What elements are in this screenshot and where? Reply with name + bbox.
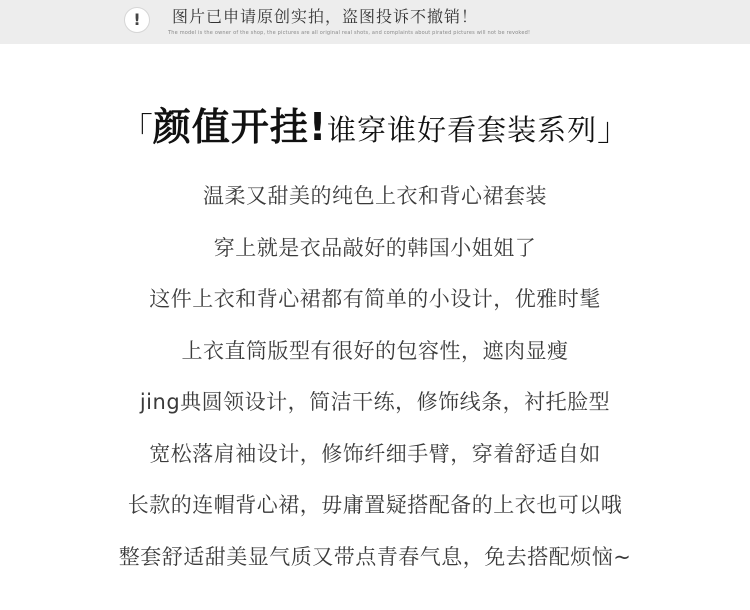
copyright-notice-subtext: The model is the owner of the shop, the pictures are all original real shots, and complaints about pirated pictures will not be revoked!: [168, 30, 531, 36]
description-line: 宽松落肩袖设计，修饰纤细手臂，穿着舒适自如: [149, 441, 601, 466]
copyright-notice-text: 图片已申请原创实拍，盗图投诉不撤销！: [172, 7, 479, 26]
product-description-list: [0, 181, 750, 593]
description-line: 整套舒适甜美显气质又带点青春气息，免去搭配烦恼~: [118, 544, 632, 569]
description-line: 长款的连帽背心裙，毋庸置疑搭配备的上衣也可以哦: [127, 493, 623, 517]
description-line: jing典圆领设计，简洁干练，修饰线条，衬托脸型: [139, 390, 611, 414]
description-line: 穿上就是衣品敲好的韩国小姐姐了: [213, 235, 537, 260]
description-line: 上衣直筒版型有很好的包容性，遮肉显瘦: [181, 338, 569, 363]
title-close-bracket: 」: [597, 110, 630, 148]
title-highlight: 颜值开挂!: [152, 105, 328, 149]
title-open-bracket: 「: [120, 110, 153, 148]
copyright-notice-bar: [0, 0, 750, 44]
title-series-name: 谁穿谁好看套装系列: [327, 113, 598, 147]
description-line: 温柔又甜美的纯色上衣和背心裙套装: [203, 184, 547, 208]
page-title: [0, 96, 750, 152]
description-line: 这件上衣和背心裙都有简单的小设计，优雅时髦: [149, 287, 601, 311]
exclamation-icon: !: [124, 7, 150, 33]
